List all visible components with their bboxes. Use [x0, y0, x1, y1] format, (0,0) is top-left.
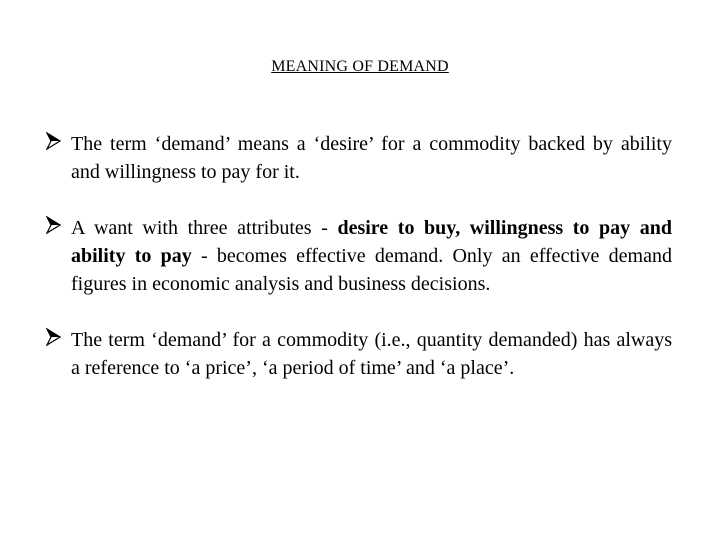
arrowhead-bullet-icon: [46, 328, 61, 346]
arrowhead-bullet-icon: [46, 132, 61, 150]
slide-title: MEANING OF DEMAND: [271, 58, 449, 75]
bullet-text-bold: desire to buy, willingness to pay and ability to pay: [71, 217, 672, 267]
bullet-text: [71, 217, 672, 295]
arrowhead-bullet-icon: [46, 216, 61, 234]
bullet-text: The term ‘demand’ means a ‘desire’ for a commodity backed by ability and willingness to pay for it.: [71, 133, 672, 183]
bullet-list: [46, 130, 672, 382]
bullet-text-after: - becomes effective demand. Only an effective demand figures in economic analysis and business decisions.: [71, 245, 672, 295]
bullet-item: [46, 130, 672, 186]
bullet-item: [46, 214, 672, 298]
bullet-item: [46, 326, 672, 382]
bullet-text-before: A want with three attributes -: [71, 217, 338, 239]
bullet-text: The term ‘demand’ for a commodity (i.e., quantity demanded) has always a reference to ‘a price’, ‘a period of time’ and ‘a place’.: [71, 329, 672, 379]
